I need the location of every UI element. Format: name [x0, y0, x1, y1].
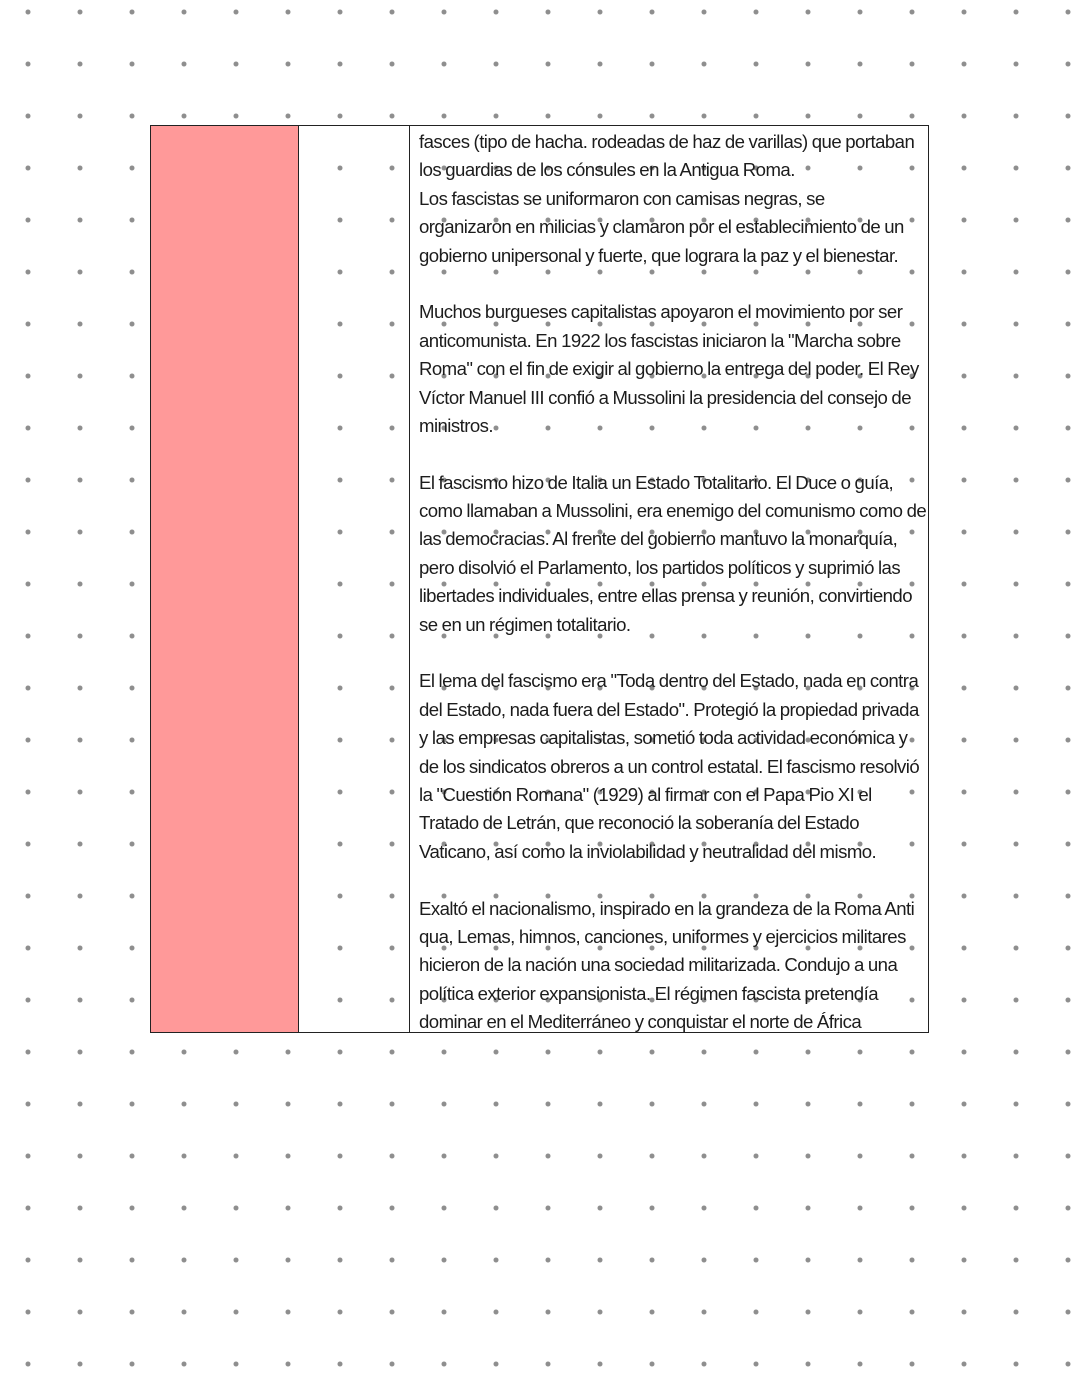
text-line: las democracias. Al frente del gobierno mantuvo la monarquía,	[419, 528, 898, 550]
text-line: Tratado de Letrán, que reconoció la soberanía del Estado	[419, 812, 860, 834]
text-line: Los fascistas se uniformaron con camisas negras, se	[419, 187, 825, 209]
text-line: de los sindicatos obreros a un control estatal. El fascismo resolvió	[419, 755, 920, 777]
text-line: se en un régimen totalitario.	[419, 613, 631, 635]
text-line: la "Cuestión Romana" (1929) al firmar con el Papa Pio XI el	[419, 783, 872, 805]
text-line: gobierno unipersonal y fuerte, que lograra la paz y el bienestar.	[419, 244, 899, 266]
text-line: Vaticano, así como la inviolabilidad y neutralidad del mismo.	[419, 840, 877, 862]
paragraph-gap	[419, 440, 922, 468]
text-line: política exterior expansionista. El régimen fascista pretendía	[419, 982, 878, 1004]
text-line: dominar en el Mediterráneo y conquistar el norte de África	[419, 1011, 862, 1032]
text-line: El lema del fascismo era "Toda dentro del Estado, nada en contra	[419, 670, 919, 692]
text-line: pero disolvió el Parlamento, los partidos políticos y suprimió las	[419, 556, 901, 578]
text-line: y las empresas capitalistas, sometió toda actividad económica y	[419, 727, 908, 749]
text-line: como llamaban a Mussolini, era enemigo del comunismo como de	[419, 500, 927, 522]
text-line: los guardias de los cónsules en la Antigua Roma.	[419, 159, 795, 181]
text-line: Muchos burgueses capitalistas apoyaron el movimiento por ser	[419, 301, 903, 323]
color-label-column	[151, 126, 299, 1032]
text-line: anticomunista. En 1922 los fascistas iniciaron la "Marcha sobre	[419, 329, 901, 351]
text-column	[410, 126, 928, 1032]
paragraph-gap	[419, 866, 922, 894]
text-line: El fascismo hizo de Italia un Estado Totalitario. El Duce o guía,	[419, 471, 894, 493]
blank-column	[299, 126, 410, 1032]
paragraph-gap	[419, 270, 922, 298]
text-line: Exaltó el nacionalismo, inspirado en la grandeza de la Roma Anti	[419, 897, 915, 919]
paragraph-marcha-sobre-roma	[419, 298, 922, 440]
paragraph-estado-totalitario	[419, 469, 927, 639]
text-line: qua, Lemas, himnos, canciones, uniformes y ejercicios militares	[419, 925, 906, 947]
text-line: organizaron en milicias y clamaron por el establecimiento de un	[419, 216, 904, 238]
text-line: Víctor Manuel III confió a Mussolini la presidencia del consejo de	[419, 386, 912, 408]
text-line: libertades individuales, entre ellas prensa y reunión, convirtiendo	[419, 585, 912, 607]
text-line: Roma" con el fin de exigir al gobierno la entrega del poder. El Rey	[419, 358, 919, 380]
paragraph-nacionalismo	[419, 895, 922, 1032]
paragraph-gap	[419, 639, 922, 667]
paragraph-fasces	[419, 128, 922, 270]
text-line: fasces (tipo de hacha. rodeadas de haz de varillas) que portaban	[419, 131, 915, 152]
paragraph-lema-fascismo	[419, 667, 922, 866]
text-line: ministros.	[419, 414, 494, 436]
text-line: hicieron de la nación una sociedad militarizada. Condujo a una	[419, 954, 898, 976]
text-line: del Estado, nada fuera del Estado". Protegió la propiedad privada	[419, 698, 919, 720]
notes-table	[150, 125, 929, 1033]
